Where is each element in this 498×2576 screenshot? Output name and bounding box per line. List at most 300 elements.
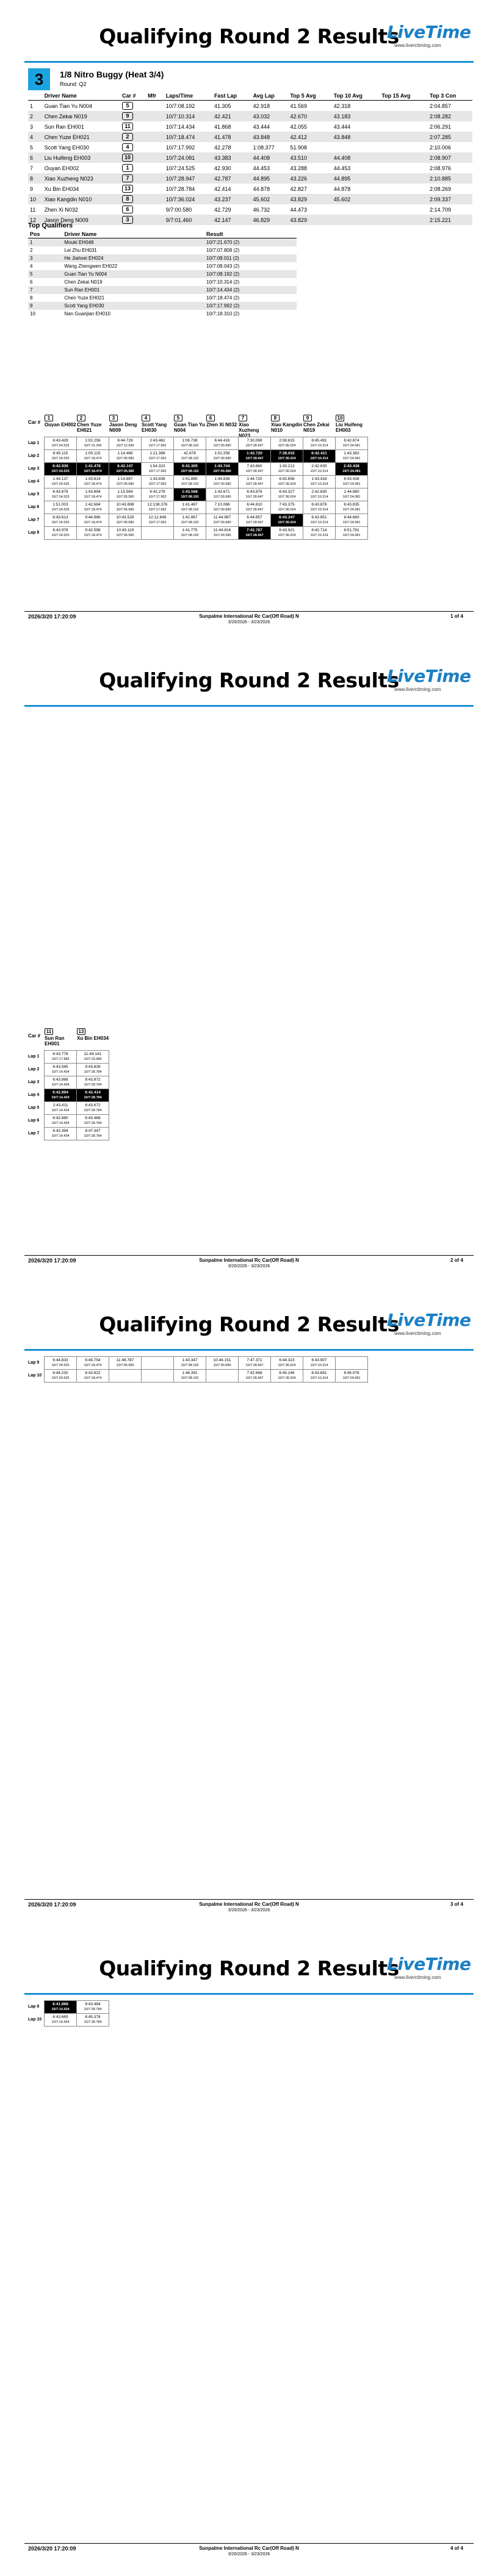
table-cell: 8: [30, 295, 33, 301]
lap-cell: [77, 1357, 109, 1370]
table-cell: 10/7:14.434: [165, 123, 195, 130]
lap-cell: [142, 476, 174, 488]
cumulative-time: 10/7:08.192: [181, 1376, 199, 1380]
lap-row: [28, 1128, 109, 1140]
lap-time: 2:43.411: [52, 1103, 68, 1107]
lap-cell: [303, 1370, 336, 1383]
lap-time: 6:43.851: [311, 515, 327, 520]
lap-time: 42.878: [184, 451, 196, 456]
table-row: [28, 286, 297, 294]
table-cell: 43.237: [212, 194, 251, 204]
lap-cell: [77, 1115, 109, 1128]
cumulative-time: 10/7:18.474: [84, 470, 102, 473]
lap-cell: [45, 1115, 77, 1128]
cumulative-time: 10/7:28.947: [245, 457, 264, 460]
lap-label: Lap 9: [28, 2005, 40, 2009]
lap-label: Lap 1: [28, 1054, 40, 1059]
lap-time: 11:44.987: [213, 515, 231, 520]
cumulative-time: 10/7:36.024: [278, 1364, 296, 1367]
cumulative-time: 10/7:28.947: [245, 521, 264, 524]
header-rule: [24, 1349, 474, 1351]
lap-time: 1:44.137: [52, 477, 68, 481]
table-cell: 46.829: [251, 215, 289, 225]
lap-time: 6:43.678: [52, 490, 68, 494]
table-cell: [120, 111, 146, 121]
table-cell: 10/7:18.310 (2): [206, 311, 240, 317]
table-cell: 51.908: [290, 144, 307, 151]
heat-number-badge: 3: [28, 68, 50, 90]
footer-rule: [24, 611, 474, 612]
lap-row: [28, 514, 368, 527]
header-rule: [24, 705, 474, 707]
header-rule: [24, 61, 474, 63]
table-row: [28, 142, 472, 152]
lap-time: 2:08.615: [279, 438, 295, 443]
lap-time: 6:43.822: [85, 1371, 101, 1375]
cumulative-time: 10/7:24.525: [51, 444, 70, 448]
lap-row: [28, 1076, 109, 1089]
lap-time: 9:42.598: [85, 528, 101, 532]
table-cell: He Jiahvei EH024: [62, 254, 204, 262]
car-number-badge: 9: [303, 415, 312, 421]
cumulative-time: 10/7:10.314: [310, 1376, 328, 1380]
lap-time: 1:02.256: [85, 438, 101, 443]
table-cell: 10: [28, 194, 43, 204]
lap-time: 2:43.462: [150, 438, 165, 443]
lap-time: 6:42.894: [52, 1090, 68, 1095]
report-page-4: [0, 1932, 498, 2576]
livetime-logo: [387, 666, 472, 690]
lap-column-header: [303, 415, 335, 433]
logo-url[interactable]: www.liverctiming.com: [394, 43, 441, 48]
lap-cell: [303, 463, 336, 476]
car-number-badge: 8: [271, 415, 280, 421]
lap-cell: [77, 2014, 109, 2027]
table-cell: [332, 215, 380, 225]
logo-url[interactable]: www.liverctiming.com: [394, 1975, 441, 1980]
table-cell: 41.569: [290, 102, 307, 109]
lap-cell: [336, 1357, 368, 1370]
lap-grid-corner-label: Car #: [28, 420, 41, 425]
lap-column-header: [142, 415, 173, 433]
lap-label: Lap 7: [28, 1131, 40, 1136]
driver-name: Zhen Xi N032: [206, 422, 237, 428]
cumulative-time: 10/7:10.314: [310, 1364, 328, 1367]
logo-text: LiveTime: [387, 22, 471, 42]
cumulative-time: 10/7:18.474: [84, 1364, 102, 1367]
table-cell: 44.453: [333, 165, 351, 171]
page-number: 3 of 4: [450, 1902, 463, 1907]
lap-row: [28, 437, 368, 450]
table-cell: [380, 194, 428, 204]
lap-time: 6:45.491: [311, 438, 327, 443]
car-number-badge: 11: [122, 123, 133, 131]
table-cell: 2: [30, 248, 33, 253]
footer-dates: 3/20/2026 - 3/23/2026: [228, 620, 270, 624]
table-cell: [120, 132, 146, 142]
report-page-1: [0, 0, 498, 644]
table-cell: 1:08.377: [253, 144, 275, 151]
cumulative-time: 10/7:24.081: [342, 457, 361, 460]
lap-label: Lap 4: [28, 479, 40, 484]
cumulative-time: 10/7:14.434: [51, 1096, 70, 1100]
table-cell: 43.383: [212, 152, 251, 163]
lap-time: 6:44.810: [247, 503, 262, 507]
lap-cell: [271, 450, 303, 463]
driver-name: Chen Zekai N019: [303, 422, 330, 433]
lap-cell: [206, 1357, 239, 1370]
table-row: [28, 310, 297, 318]
lap-cell: [77, 501, 109, 514]
table-cell: 2:07.285: [428, 132, 472, 142]
table-cell: Mouki EH048: [62, 238, 204, 247]
table-cell: 2:08.976: [429, 165, 452, 171]
table-cell: 4: [30, 263, 33, 269]
table-cell: 2:08.269: [429, 185, 452, 192]
livetime-logo: [387, 1954, 472, 1978]
lap-cell: [142, 1370, 174, 1383]
lap-cell: [109, 1357, 142, 1370]
lap-time: 9:44.986: [85, 515, 101, 520]
lap-row: [28, 1051, 109, 1064]
cumulative-time: 10/7:28.784: [84, 2008, 102, 2011]
cumulative-time: 10/7:08.192: [181, 534, 199, 537]
cumulative-time: 10/7:17.992: [148, 470, 167, 473]
table-cell: 6: [28, 152, 43, 163]
table-cell: Sun Ran EH001: [44, 123, 84, 130]
lap-cell: [77, 1128, 109, 1140]
lap-cell: [45, 514, 77, 527]
table-cell: 42.421: [212, 111, 251, 121]
lap-cell: [206, 488, 239, 501]
table-cell: [146, 101, 164, 112]
report-page-3: [0, 1288, 498, 1932]
lap-time: 1:43.894: [85, 490, 101, 494]
logo-text: LiveTime: [387, 666, 471, 686]
column-header: Avg Lap: [251, 91, 289, 101]
lap-column-header: [206, 415, 238, 428]
cumulative-time: 10/7:28.947: [245, 1376, 264, 1380]
table-cell: [380, 121, 428, 132]
lap-cell: [271, 476, 303, 488]
column-header: [28, 91, 43, 101]
table-row: [28, 238, 297, 247]
lap-row: [28, 527, 368, 540]
lap-time: 1:43.213: [279, 464, 295, 468]
table-cell: 10/7:10.314: [164, 111, 212, 121]
table-cell: 46.732: [253, 206, 270, 213]
lap-time: 2:43.438: [344, 464, 359, 468]
table-cell: 44.408: [332, 152, 380, 163]
lap-label: Lap 7: [28, 518, 40, 522]
lap-cell: [109, 1370, 142, 1383]
table-cell: 1: [30, 102, 34, 109]
table-cell: 10/7:28.947: [164, 173, 212, 184]
car-number-badge: 1: [122, 164, 133, 172]
lap-time: 1:43.418: [311, 477, 327, 481]
lap-time: 1:43.671: [214, 490, 230, 494]
livetime-logo: [387, 1310, 472, 1334]
report-title: Qualifying Round 2 Results: [99, 1312, 399, 1336]
lap-grid-continued: [28, 2000, 109, 2027]
lap-cell: [77, 1051, 109, 1064]
table-row: [28, 163, 472, 173]
table-cell: [380, 173, 428, 184]
footer-rule: [24, 2543, 474, 2544]
table-cell: 7: [28, 286, 62, 294]
cumulative-time: 10/7:28.947: [245, 470, 264, 473]
cumulative-time: 10/7:10.314: [310, 444, 328, 448]
table-cell: [120, 142, 146, 152]
lap-cell: [303, 437, 336, 450]
lap-cell: [206, 514, 239, 527]
car-number-badge: 3: [109, 415, 118, 421]
lap-time: 1:43.347: [182, 1358, 198, 1362]
lap-time: 6:42.414: [85, 1090, 101, 1095]
car-number-badge: 10: [122, 154, 133, 162]
lap-time: 12:12.646: [148, 515, 167, 520]
table-cell: 10/7:18.474 (2): [206, 295, 240, 301]
table-cell: 44.408: [251, 152, 289, 163]
cumulative-time: 10/7:23.989: [84, 1057, 102, 1061]
table-cell: 12: [28, 215, 43, 225]
lap-time: 6:42.880: [52, 1116, 68, 1120]
lap-cell: [239, 450, 271, 463]
lap-time: 1:51.003: [52, 503, 68, 507]
lap-time: 6:43.876: [247, 490, 262, 494]
lap-cell: [303, 488, 336, 501]
table-cell: 5: [28, 270, 62, 278]
lap-time: 1:41.775: [182, 528, 198, 532]
top-qualifiers-title: Top Qualifiers: [28, 222, 73, 229]
lap-cell: [142, 501, 174, 514]
lap-time: 6:43.247: [279, 515, 295, 520]
lap-grid-corner-label: Car #: [28, 1033, 41, 1039]
lap-cell: [109, 501, 142, 514]
lap-row: [28, 463, 368, 476]
car-number-badge: 4: [142, 415, 150, 421]
lap-cell: [303, 501, 336, 514]
lap-time: 2:42.835: [311, 464, 327, 468]
car-number-badge: 3: [122, 216, 133, 224]
lap-cell: [336, 437, 368, 450]
table-cell: [120, 194, 146, 204]
table-cell: 10/7:10.314 (2): [206, 279, 240, 285]
table-row: [28, 173, 472, 184]
table-cell: Jason Deng N009: [43, 215, 120, 225]
lap-time: 6:42.930: [52, 464, 68, 468]
cumulative-time: 10/7:00.580: [213, 1364, 231, 1367]
lap-cell: [142, 1357, 174, 1370]
lap-row: [28, 1115, 109, 1128]
lap-time: 7:43.860: [247, 464, 262, 468]
car-number-badge: 2: [77, 415, 85, 421]
cumulative-time: 10/7:14.434: [51, 1134, 70, 1138]
lap-time: 6:42.394: [52, 1129, 68, 1133]
table-cell: Ouyan EH002: [44, 165, 79, 171]
cumulative-time: 10/7:10.314: [310, 521, 328, 524]
lap-cell: [271, 1370, 303, 1383]
lap-time: 1:44.720: [247, 477, 262, 481]
lap-cell: [109, 488, 142, 501]
lap-time: 6:43.835: [344, 503, 359, 507]
car-number-badge: 1: [45, 415, 53, 421]
lap-row: [28, 501, 368, 514]
table-cell: 10/7:17.992 (2): [204, 302, 297, 310]
lap-label: Lap 8: [28, 531, 40, 535]
lap-cell: [271, 463, 303, 476]
table-cell: 43.848: [251, 132, 289, 142]
lap-cell: [239, 1357, 271, 1370]
table-cell: 2:10.885: [428, 173, 472, 184]
table-row: [28, 270, 297, 278]
lap-time: 1:14.887: [117, 477, 133, 481]
table-row: [28, 132, 472, 142]
lap-time: 6:45.076: [344, 1371, 359, 1375]
table-cell: [380, 132, 428, 142]
cumulative-time: 10/7:18.474: [84, 457, 102, 460]
lap-time: 6:51.781: [344, 528, 359, 532]
car-number-badge: 9: [122, 112, 133, 120]
cumulative-time: 10/7:08.192: [181, 508, 199, 512]
car-number-badge: 13: [77, 1028, 85, 1035]
lap-time: 10:43.528: [116, 515, 134, 520]
cumulative-time: 10/7:24.525: [51, 521, 70, 524]
lap-time: 6:43.672: [85, 1103, 101, 1107]
cumulative-time: 10/7:28.784: [84, 1122, 102, 1125]
footer-dates: 3/20/2026 - 3/23/2026: [228, 1908, 270, 1912]
table-cell: Sun Ran EH001: [62, 286, 204, 294]
table-cell: Chen Yuze EH021: [64, 295, 105, 301]
lap-cell: [77, 437, 109, 450]
lap-cell: [45, 1064, 77, 1076]
table-cell: 6: [30, 279, 33, 285]
car-number-badge: 6: [122, 206, 133, 213]
logo-url[interactable]: www.liverctiming.com: [394, 1331, 441, 1336]
lap-time: 6:43.778: [52, 1052, 68, 1056]
table-cell: [146, 111, 164, 121]
car-number-badge: 2: [122, 133, 133, 141]
footer-rule: [24, 1255, 474, 1256]
lap-cell: [206, 437, 239, 450]
lap-time: 1:44.836: [214, 477, 230, 481]
lap-cell: [77, 514, 109, 527]
lap-time: 7:42.968: [247, 1371, 262, 1375]
table-cell: 10/7:08.011 (2): [204, 254, 297, 262]
cumulative-time: 10/7:05.580: [116, 457, 134, 460]
cumulative-time: 10/7:24.525: [51, 534, 70, 537]
lap-time: 1:00.115: [85, 451, 101, 456]
footer-event: Sunpalme International Rc Car(Off Road) N: [199, 1902, 299, 1907]
footer-date: 2026/3/20 17:20:09: [28, 614, 76, 620]
cumulative-time: 10/7:24.525: [51, 508, 70, 512]
cumulative-time: 10/7:14.434: [51, 1070, 70, 1074]
lap-cell: [206, 450, 239, 463]
lap-cell: [45, 1089, 77, 1102]
lap-cell: [239, 437, 271, 450]
lap-cell: [206, 463, 239, 476]
table-cell: 2:14.709: [429, 206, 452, 213]
lap-time: 6:43.681: [311, 1371, 327, 1375]
logo-url[interactable]: www.liverctiming.com: [394, 687, 441, 692]
lap-row: [28, 1370, 368, 1383]
cumulative-time: 10/7:05.580: [116, 534, 134, 537]
cumulative-time: 10/7:24.525: [51, 457, 70, 460]
table-cell: [120, 184, 146, 194]
lap-time: 1:14.486: [117, 451, 133, 456]
cumulative-time: 10/7:24.081: [342, 495, 361, 499]
lap-column-header: [174, 415, 206, 433]
lap-cell: [174, 450, 206, 463]
driver-name: Guan Tian Yu N004: [174, 422, 205, 433]
lap-row: [28, 1089, 109, 1102]
table-cell: 42.930: [214, 165, 231, 171]
lap-cell: [174, 476, 206, 488]
cumulative-time: 10/7:28.947: [245, 495, 264, 499]
table-cell: 43.444: [333, 123, 351, 130]
car-number-badge: 5: [122, 102, 133, 110]
footer-date: 2026/3/20 17:20:09: [28, 1258, 76, 1264]
table-cell: 43.848: [332, 132, 380, 142]
table-row: [28, 184, 472, 194]
report-title: Qualifying Round 2 Results: [99, 24, 399, 48]
header-rule: [24, 1993, 474, 1995]
table-cell: 43.288: [290, 165, 307, 171]
lap-time: 6:45.115: [52, 451, 68, 456]
lap-time: 2:42.830: [311, 490, 327, 494]
top-qualifiers-header-row: [28, 231, 297, 238]
driver-name: Xu Bin EH034: [77, 1036, 109, 1041]
table-cell: 9: [30, 185, 34, 192]
table-cell: 2:06.291: [429, 123, 452, 130]
table-cell: 10/7:24.525: [165, 165, 195, 171]
cumulative-time: 10/7:28.784: [84, 1109, 102, 1112]
logo-text: LiveTime: [387, 1310, 471, 1330]
table-cell: Nan Guanjian EH010: [64, 311, 110, 317]
table-cell: 10/7:21.670 (2): [204, 238, 297, 247]
lap-cell: [109, 450, 142, 463]
lap-row: [28, 488, 368, 501]
cumulative-time: 10/7:17.992: [148, 521, 167, 524]
lap-time: 6:43.876: [311, 503, 327, 507]
lap-cell: [271, 437, 303, 450]
cumulative-time: 10/7:00.580: [213, 534, 231, 537]
table-cell: 2:08.282: [428, 111, 472, 121]
lap-time: 6:43.907: [311, 1358, 327, 1362]
lap-cell: [336, 450, 368, 463]
table-cell: Chen Zekai N019: [64, 279, 103, 285]
lap-cell: [45, 501, 77, 514]
lap-grid-continued: [28, 1050, 109, 1140]
results-header-row: [28, 91, 472, 101]
table-cell: 42.412: [288, 132, 331, 142]
cumulative-time: 10/7:10.314: [310, 508, 328, 512]
table-cell: [380, 163, 428, 173]
driver-name: Liu Huifeng EH003: [336, 422, 363, 433]
lap-time: 6:43.665: [52, 2015, 68, 2019]
lap-cell: [45, 1102, 77, 1115]
table-cell: 3: [30, 123, 34, 130]
lap-cell: [142, 437, 174, 450]
table-cell: [146, 142, 164, 152]
lap-row: [28, 476, 368, 488]
car-number-badge: 7: [239, 415, 247, 421]
cumulative-time: 10/7:10.314: [310, 495, 328, 499]
cumulative-time: 10/7:24.081: [342, 508, 361, 512]
page-number: 2 of 4: [450, 1258, 463, 1263]
lap-column-header: [77, 1028, 109, 1041]
cumulative-time: 10/7:36.024: [278, 482, 296, 486]
